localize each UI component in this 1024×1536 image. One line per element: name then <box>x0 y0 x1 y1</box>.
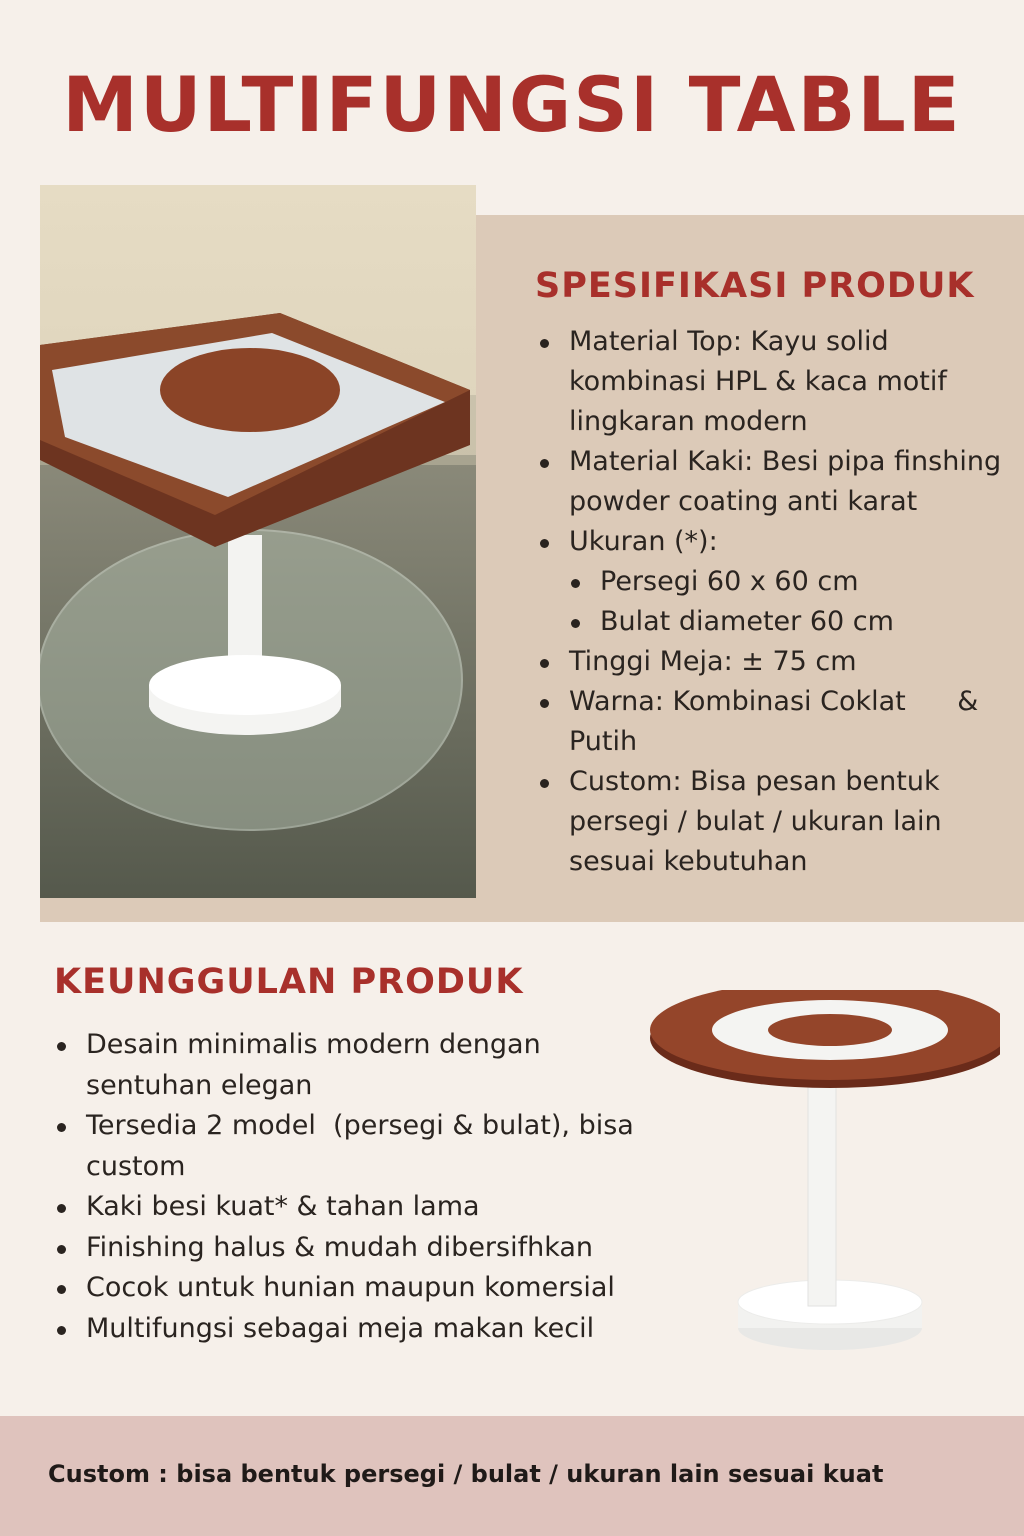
square-table-photo <box>40 185 476 898</box>
spec-list <box>538 322 1008 882</box>
spec-item-material-leg: Material Kaki: Besi pipa finshing powder coating anti karat <box>538 442 1008 522</box>
size-option-round: Bulat diameter 60 cm <box>569 602 1008 642</box>
advantages-list <box>55 1025 655 1349</box>
advantage-item: Desain minimalis modern dengan sentuhan elegan <box>55 1025 655 1106</box>
spec-item-size-label: Ukuran (*): <box>569 526 718 557</box>
advantage-item: Multifungsi sebagai meja makan kecil <box>55 1309 655 1350</box>
size-sublist <box>569 562 1008 642</box>
spec-item-material-top: Material Top: Kayu solid kombinasi HPL & kaca motif lingkaran modern <box>538 322 1008 442</box>
spec-item-size <box>538 522 1008 642</box>
advantages-heading: KEUNGGULAN PRODUK <box>54 962 524 1002</box>
size-option-square: Persegi 60 x 60 cm <box>569 562 1008 602</box>
advantage-item: Finishing halus & mudah dibersifhkan <box>55 1228 655 1269</box>
advantage-item: Tersedia 2 model (persegi & bulat), bisa custom <box>55 1106 655 1187</box>
footer-note: Custom : bisa bentuk persegi / bulat / ukuran lain sesuai kuat <box>48 1460 884 1488</box>
spec-item-color: Warna: Kombinasi Coklat & Putih <box>538 682 1008 762</box>
spec-heading: SPESIFIKASI PRODUK <box>535 266 975 306</box>
advantage-item: Kaki besi kuat* & tahan lama <box>55 1187 655 1228</box>
round-table-image <box>640 990 1000 1364</box>
spec-item-height: Tinggi Meja: ± 75 cm <box>538 642 1008 682</box>
page-title: MULTIFUNGSI TABLE <box>62 60 962 149</box>
advantage-item: Cocok untuk hunian maupun komersial <box>55 1268 655 1309</box>
spec-item-custom: Custom: Bisa pesan bentuk persegi / bulat / ukuran lain sesuai kebutuhan <box>538 762 1008 882</box>
